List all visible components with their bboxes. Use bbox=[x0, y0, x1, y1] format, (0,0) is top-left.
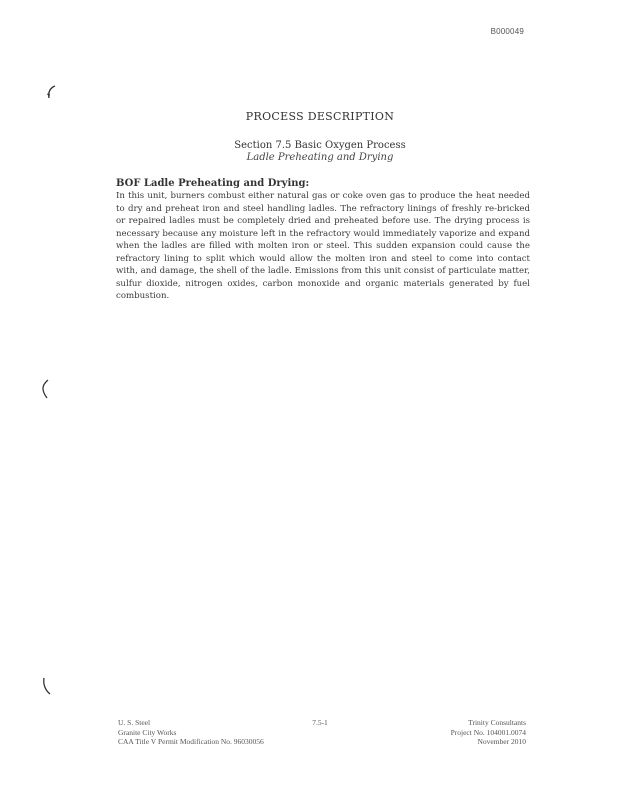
footer-left bbox=[118, 718, 264, 747]
document-id: B000049 bbox=[490, 27, 524, 36]
footer-consultant: Trinity Consultants bbox=[468, 718, 526, 727]
punch-hole-mark-top bbox=[44, 84, 58, 102]
footer-date: November 2010 bbox=[477, 737, 526, 746]
subsection-heading: BOF Ladle Preheating and Drying: bbox=[116, 178, 310, 189]
punch-hole-mark-bottom bbox=[40, 676, 54, 696]
section-subtitle: Ladle Preheating and Drying bbox=[246, 152, 394, 163]
section-title: Section 7.5 Basic Oxygen Process bbox=[234, 140, 406, 151]
punch-hole-mark-middle bbox=[38, 378, 52, 400]
footer-facility: Granite City Works bbox=[118, 727, 177, 737]
page-title: PROCESS DESCRIPTION bbox=[245, 110, 395, 123]
footer-permit: CAA Title V Permit Modification No. 96030056 bbox=[118, 737, 264, 746]
footer-company: U. S. Steel bbox=[118, 718, 151, 727]
page-number: 7.5-1 bbox=[312, 718, 328, 727]
footer-right bbox=[451, 718, 526, 747]
body-paragraph: In this unit, burners combust either natural gas or coke oven gas to produce the heat needed to dry and preheat iron and steel handling ladles. The refractory linings of freshly re-bricked or repaired ladles must be completely dried and preheated before use. The drying process is necessary because any moisture left in the refractory would immediately vaporize and expand when the ladles are filled with molten iron or steel. This sudden expansion could cause the refractory lining to split which would allow the molten iron and steel to come into contact with, and damage, the shell of the ladle. Emissions from this unit consist of particulate matter, sulfur dioxide, nitrogen oxides, carbon monoxide and organic materials generated by fuel combustion. bbox=[116, 191, 530, 301]
footer-project-number: Project No. 104001.0074 bbox=[450, 727, 526, 737]
